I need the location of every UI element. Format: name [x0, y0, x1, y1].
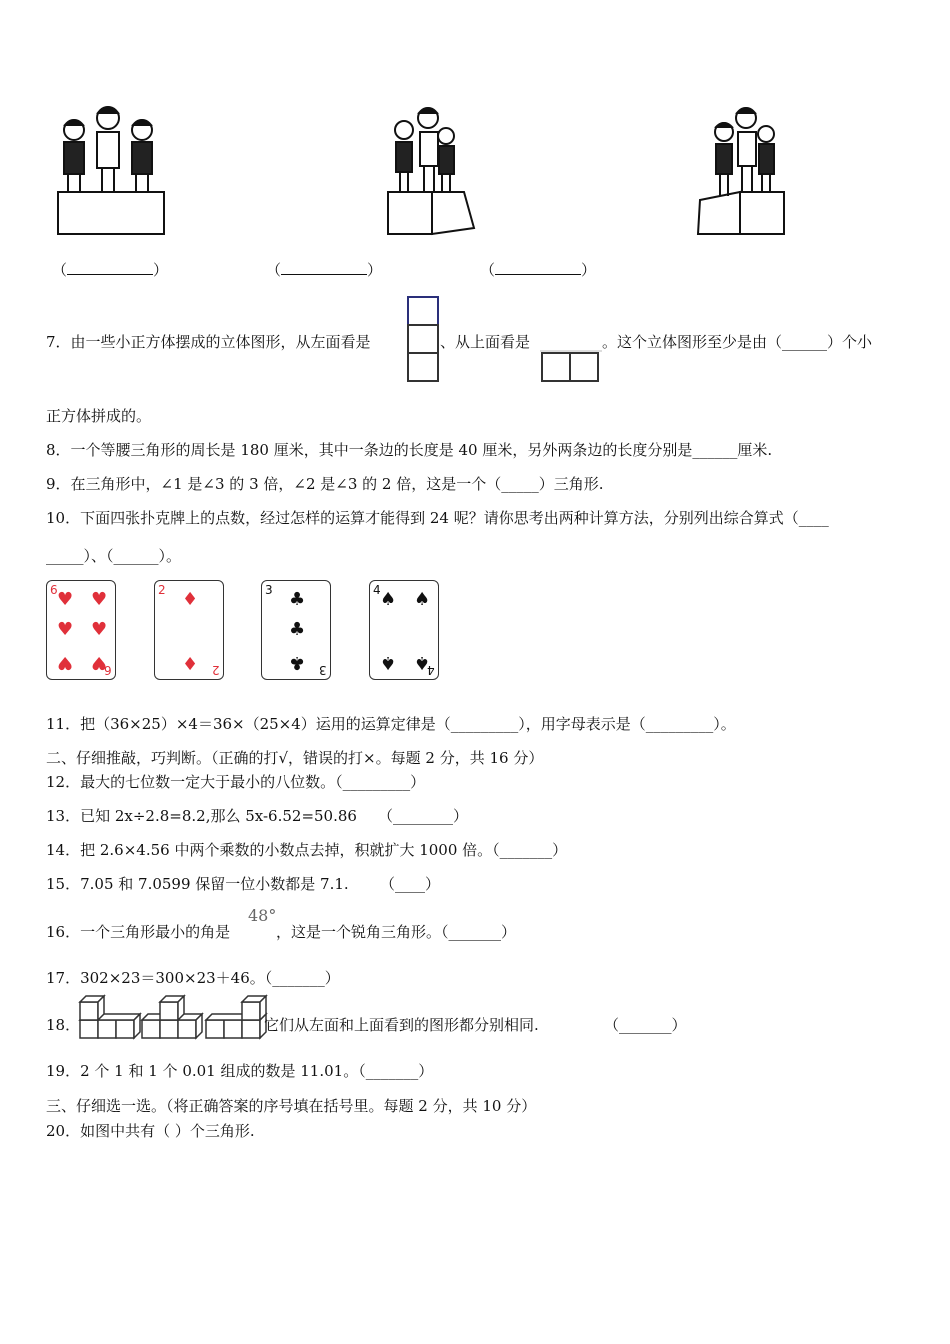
- q19-text[interactable]: 19．2 个 1 和 1 个 0.01 组成的数是 11.01。（_______）: [46, 1062, 434, 1080]
- playing-card-2-diamonds: [154, 580, 224, 680]
- playing-card-6-hearts: [46, 580, 116, 680]
- paren-open: （: [266, 261, 282, 279]
- playing-card-3-clubs: [261, 580, 331, 680]
- paren-open: （: [480, 261, 496, 279]
- q15-text: 15．7.05 和 7.0599 保留一位小数都是 7.1.: [46, 875, 349, 893]
- club-icon: ♣: [289, 652, 306, 673]
- card-rank: 4: [373, 583, 381, 597]
- card-rank: 2: [212, 663, 220, 677]
- spade-icon: ♠: [414, 652, 431, 673]
- club-icon: ♣: [289, 619, 306, 640]
- q7-text-b: 、从上面看是: [440, 333, 531, 351]
- q18-text: 它们从左面和上面看到的图形都分别相同.: [264, 1016, 539, 1034]
- paren-close: ）: [581, 261, 597, 279]
- q16-angle-value: 48°: [248, 906, 277, 925]
- spade-icon: ♠: [380, 589, 397, 610]
- q7-text-a: 7．由一些小正方体摆成的立体图形，从左面看是: [46, 333, 371, 351]
- q10-text-line-1[interactable]: 10．下面四张扑克牌上的点数，经过怎样的运算才能得到 24 呢？请你思考出两种计算方法，分别列出综合算式（____: [46, 509, 829, 527]
- card-rank: 4: [427, 663, 435, 677]
- heart-icon: ♥: [91, 652, 108, 673]
- q17-text[interactable]: 17．302×23＝300×23＋46。（_______）: [46, 969, 340, 987]
- q9-text[interactable]: 9．在三角形中，∠1 是∠3 的 3 倍，∠2 是∠3 的 2 倍，这是一个（_____）三角形.: [46, 475, 604, 493]
- heart-icon: ♥: [57, 619, 74, 640]
- paren-close: ）: [367, 261, 383, 279]
- q16-text-b[interactable]: ，这是一个锐角三角形。（_______）: [276, 923, 517, 941]
- spade-icon: ♠: [414, 589, 431, 610]
- card-rank: 2: [158, 583, 166, 597]
- card-rank: 3: [319, 663, 327, 677]
- q6-answer-blank-3[interactable]: [480, 260, 596, 280]
- q18-cube-figures: [78, 998, 264, 1042]
- paren-close: ）: [153, 261, 169, 279]
- q14-text[interactable]: 14．把 2.6×4.56 中两个乘数的小数点去掉，积就扩大 1000 倍。（_______）: [46, 841, 568, 859]
- q11-text[interactable]: 11．把（36×25）×4＝36×（25×4）运用的运算定律是（_________），用字母表示是（_________）。: [46, 715, 736, 733]
- card-rank: 6: [50, 583, 58, 597]
- q18-number: 18．: [46, 1016, 81, 1034]
- q13-answer-blank[interactable]: （________）: [378, 807, 469, 825]
- q15-answer-blank[interactable]: （____）: [380, 875, 441, 893]
- q8-text[interactable]: 8．一个等腰三角形的周长是 180 厘米，其中一条边的长度是 40 厘米，另外两条边的长度分别是______厘米.: [46, 441, 773, 459]
- diamond-icon: ♦: [182, 589, 199, 610]
- q10-text-line-2[interactable]: _____）、（______）。: [46, 547, 182, 565]
- q16-text-a: 16．一个三角形最小的角是: [46, 923, 231, 941]
- q6-figure-1: [52, 100, 172, 240]
- card-rank: 6: [104, 663, 112, 677]
- heart-icon: ♥: [57, 589, 74, 610]
- diamond-icon: ♦: [182, 652, 199, 673]
- heart-icon: ♥: [91, 619, 108, 640]
- q6-answer-blank-1[interactable]: [52, 260, 168, 280]
- q13-text: 13．已知 2x÷2.8=8.2,那么 5x-6.52=50.86: [46, 807, 357, 825]
- paren-open: （: [52, 261, 68, 279]
- card-rank: 3: [265, 583, 273, 597]
- q7-left-view-figure: [407, 296, 439, 384]
- q12-text[interactable]: 12．最大的七位数一定大于最小的八位数。（_________）: [46, 773, 426, 791]
- q18-answer-blank[interactable]: （_______）: [604, 1016, 687, 1034]
- q20-text[interactable]: 20．如图中共有（ ）个三角形.: [46, 1122, 255, 1140]
- spade-icon: ♠: [380, 652, 397, 673]
- heart-icon: ♥: [57, 652, 74, 673]
- club-icon: ♣: [289, 589, 306, 610]
- heart-icon: ♥: [91, 589, 108, 610]
- q7-text-c[interactable]: 。这个立体图形至少是由（______）个小: [602, 333, 873, 351]
- q7-top-view-figure: [540, 350, 602, 384]
- section-3-heading: 三、仔细选一选。（将正确答案的序号填在括号里。每题 2 分，共 10 分）: [46, 1097, 537, 1115]
- q7-text-d: 正方体拼成的。: [46, 407, 152, 425]
- q6-figure-3: [694, 104, 794, 240]
- q6-figure-2: [384, 104, 484, 240]
- section-2-heading: 二、仔细推敲，巧判断。（正确的打√，错误的打×。每题 2 分，共 16 分）: [46, 749, 544, 767]
- q6-answer-blank-2[interactable]: [266, 260, 382, 280]
- playing-card-4-spades: [369, 580, 439, 680]
